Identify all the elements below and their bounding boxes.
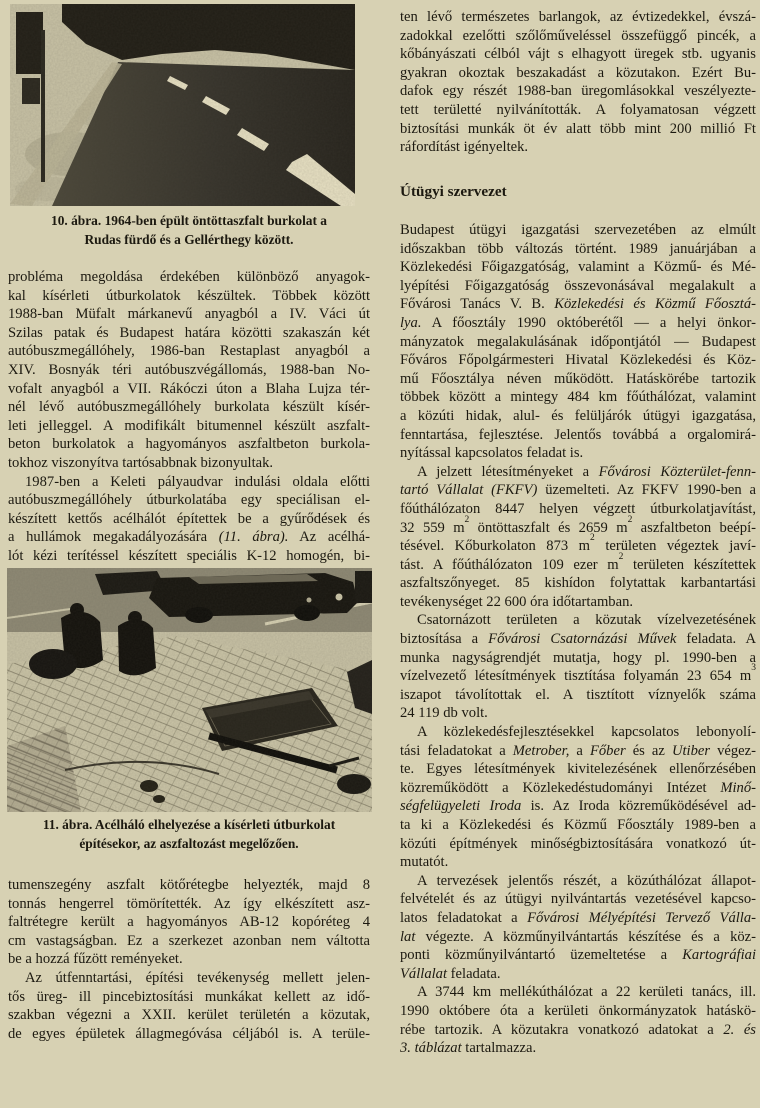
text-line: lót kézi terítéssel készített speciális K-12 homogén, bi- xyxy=(8,547,370,564)
paragraph xyxy=(8,473,370,566)
caption-line: 11. ábra. Acélháló elhelyezése a kísérleti útburkolat xyxy=(42,817,336,832)
text-line: tonnás hengerrel tömörítették. Az így elkészített asz- xyxy=(8,895,370,912)
text-line: főúthálózaton 8447 helyen végzett útburkolatjavítást, xyxy=(400,500,756,517)
caption-line: Rudas fürdő és a Gellérthegy között. xyxy=(84,231,294,247)
figure-11-photo xyxy=(7,568,372,812)
text-line: tett területté nyilvánították. A folyamatosan végzett xyxy=(400,101,756,118)
left-column xyxy=(8,0,370,1108)
right-body-text xyxy=(400,221,756,1058)
text-line: lya. A főosztály 1990 októberétől — a helyi önkor- xyxy=(400,314,756,331)
paragraph xyxy=(400,611,756,723)
text-line: Budapest útügyi igazgatási szervezetében az elmúlt xyxy=(400,222,756,238)
text-line: Vállalat feladata. xyxy=(400,965,501,982)
text-line: kal kísérleti útburkolatok készültek. Többek között xyxy=(8,287,370,304)
text-line: készített kettős acélhálót építettek be a gyűrődések és xyxy=(8,510,370,527)
text-line: többek között a mintegy 484 km főúthálózat, valamint xyxy=(400,389,756,406)
text-line: ta ki a Közlekedési és Közmű Főosztály 1989-ben a xyxy=(400,817,756,833)
text-line: tumenszegény aszfalt kötőrétegbe helyezték, majd 8 xyxy=(8,877,370,893)
text-line: tésével. Kőburkolaton 873 $m^2$ területen végeztek javí- xyxy=(400,533,757,555)
road-photo-illustration xyxy=(10,4,355,206)
text-line: felvételét és az útügyi nyilvántartás vezetésével kapcso- xyxy=(400,891,756,908)
figure-10-caption xyxy=(8,212,370,249)
caption-line: 10. ábra. 1964-ben épült öntöttaszfalt burkolat a xyxy=(51,213,327,228)
text-line: rébe tartozik. A közutakra vonatkozó adatokat a 2. és xyxy=(400,1021,756,1038)
text-line: te. Egyes létesítmények kivitelezésének ellenőrzésében xyxy=(400,761,756,778)
text-line: 1988-ban Müfalt márkanevű anyagból a IV. Váci út xyxy=(8,306,370,323)
text-line: gyakran okoztak beszakadást a közutakon. Ezért Bu- xyxy=(400,64,756,81)
text-line: ségfelügyeleti Iroda is. Az Iroda közreműködésével ad- xyxy=(400,798,756,815)
text-line: kőbányászati célból vájt s elhagyott üregek stb. ugyanis xyxy=(400,46,756,63)
text-line: mányzatok megalakulásának időpontjától — Budapest xyxy=(400,333,756,350)
text-line: Főváros Főpolgármesteri Hivatal Közlekedési és Köz- xyxy=(400,352,756,369)
figure-11-caption xyxy=(8,816,370,853)
text-line: probléma megoldása érdekében különböző anyagok- xyxy=(8,269,370,285)
text-line: Fővárosi Tanács V. B. Közlekedési és Közmű Főosztá- xyxy=(400,296,756,313)
text-line: tős üreg- ill pincebiztosítási munkákat kellett az idő- xyxy=(8,988,370,1005)
text-line: A jelzett létesítményeket a Fővárosi Közterület-fenn- xyxy=(417,463,756,480)
paragraph xyxy=(400,221,756,463)
paragraph xyxy=(400,8,756,157)
text-line: dafok egy részét 1988-ban üregomlásokkal veszélyezte- xyxy=(400,83,756,100)
text-line: biztosítási munkák öt év alatt több mint 200 millió Ft xyxy=(400,120,756,137)
text-line: ponti közműnyilvántartó üzemeltetése a Kartográfiai xyxy=(400,947,756,964)
right-column xyxy=(400,0,756,1108)
text-line: iszapot távolítottak el. A tisztított víznyelők száma xyxy=(400,686,756,703)
text-line: közúti építmények minőségbiztosítására vonatkozó út- xyxy=(400,835,756,852)
text-line: tevékenységet 22 600 óra időtartamban. xyxy=(400,593,634,610)
text-line: szakban végezni a XXII. kerület területén a közutak, xyxy=(8,1007,370,1024)
figure-10-photo xyxy=(10,4,355,206)
text-line: A közlekedésfejlesztésekkel kapcsolatos lebonyolí- xyxy=(417,724,756,741)
text-line: be a hozzá fűzött reményeket. xyxy=(8,951,183,968)
text-line: autóbuszmegállóhely útburkolatába egy speciálisan el- xyxy=(8,492,370,509)
caption-line: építésekor, az aszfaltozást megelőzően. xyxy=(79,835,299,851)
text-line: A 3744 km mellékúthálózat a 22 kerületi tanács, ill. xyxy=(417,984,756,1001)
text-line: ten lévő természetes barlangok, az évtizedekkel, évszá- xyxy=(400,9,756,25)
right-intro-paragraph xyxy=(400,8,756,157)
text-line: A tervezések jelentős részét, a közúthálózat állapot- xyxy=(417,872,756,889)
text-line: ráfordítást igényeltek. xyxy=(400,139,529,156)
text-line: 1990 októbere óta a kerületi önkormányzatok hatáskö- xyxy=(400,1002,756,1019)
paragraph xyxy=(400,872,756,984)
text-line: de egyes épületek állagmegóvása céljából is. A terüle- xyxy=(8,1025,370,1042)
text-line: 3. táblázat tartalmazza. xyxy=(400,1040,537,1057)
text-line: tást. A főúthálózaton 109 ezer $m^2$ területen készítettek xyxy=(400,551,757,573)
left-text-block-b xyxy=(8,876,370,1043)
text-line: beton burkolatok a hagyományos aszfaltbeton burkola- xyxy=(8,436,370,453)
text-line: mutatót. xyxy=(400,854,449,871)
steel-mesh-photo-illustration xyxy=(7,568,372,812)
text-line: időszakban több változás történt. 1989 januárjában a xyxy=(400,240,756,257)
text-line: tási feladatokat a Metrober, a Főber és az Utiber végez- xyxy=(400,742,756,759)
paragraph xyxy=(400,723,756,872)
text-line: 32 559 $m^2$ öntöttaszfalt és 2659 $m^2$ aszfaltbeton beépí- xyxy=(400,514,756,536)
text-line: latos feladatokat a Fővárosi Mélyépítési Tervező Válla- xyxy=(400,909,757,926)
paragraph xyxy=(8,876,370,969)
text-line: a közúti hidak, alul- és felüljárók útügyi igazgatása, xyxy=(400,407,756,424)
text-line: faltrétegre került a hagyományos AB-12 kopóréteg 4 xyxy=(8,914,370,931)
paragraph xyxy=(8,268,370,473)
text-line: fenntartása, fejlesztése. Jelentős továbbá a orgalomirá- xyxy=(400,426,756,443)
text-line: munka nagyságrendjét mutatja, hogy pl. 1990-ben a xyxy=(400,649,756,666)
text-line: autóbuszmegállóhely, 1986-ban Restaplast anyagból a xyxy=(8,343,370,360)
left-text-block-a xyxy=(8,268,370,566)
text-line: a hullámok megakadályozására (11. ábra). Az acélhá- xyxy=(8,529,370,546)
text-line: Szilas patak és Budapest határa közötti szakaszán két xyxy=(8,324,370,341)
text-line: lat végezte. A közműnyilvántartás készítése és a köz- xyxy=(400,928,756,945)
text-line: tokhoz viszonyítva tartósabbnak bizonyultak. xyxy=(8,454,274,471)
text-line: aszfaltszőnyeget. 85 kishídon folytattak karbantartási xyxy=(400,575,756,592)
section-heading: Útügyi szervezet xyxy=(400,183,507,200)
text-line: zadokkal ezelőtti szőlőműveléssel összefüggő pincék, a xyxy=(400,27,756,44)
text-line: leti jelleggel. A modifikált bitumennel készült aszfalt- xyxy=(8,417,370,434)
text-line: biztosítása a Fővárosi Csatornázási Művek feladata. A xyxy=(400,631,756,648)
text-line: 1987-ben a Keleti pályaudvar indulási oldala előtti xyxy=(25,473,370,490)
text-line: közreműködött a Közlekedéstudományi Intézet Minő- xyxy=(400,779,756,796)
text-line: tartó Vállalat (FKFV) üzemelteti. Az FKFV 1990-ben a xyxy=(400,482,756,499)
text-line: Az útfenntartási, építési tevékenység mellett jelen- xyxy=(25,969,370,986)
text-line: 24 119 db volt. xyxy=(400,705,488,722)
text-line: Csatornázott területen a közutak vízelvezetésének xyxy=(417,612,756,629)
text-line: vízelvezető létesítmények tisztítása folyamán 23 654 $m^3$ xyxy=(400,663,756,685)
text-line: nél lévő autóbuszmegállóhely burkolata készült kísér- xyxy=(8,399,370,416)
paragraph xyxy=(400,463,756,612)
text-line: nyítással kapcsolatos feladat is. xyxy=(400,445,584,462)
text-line: vofalt anyagból a VII. Rákóczi úton a Blaha Lujza tér- xyxy=(8,380,370,397)
text-line: XIV. Bosnyák téri autóbuszvégállomás, 1988-ban No- xyxy=(8,361,370,378)
text-line: lyépítési Főigazgatóság összevonásával megalakult a xyxy=(400,277,756,294)
paragraph xyxy=(400,983,756,1057)
text-line: Közlekedési Főigazgatóság, valamint a Közmű- és Mé- xyxy=(400,259,756,276)
paragraph xyxy=(8,969,370,1043)
text-line: cm vastagságban. Ez a szerkezet azonban nem váltotta xyxy=(8,932,370,949)
text-line: mű Főosztálya néven működött. Hatáskörébe tartozik xyxy=(400,370,756,387)
